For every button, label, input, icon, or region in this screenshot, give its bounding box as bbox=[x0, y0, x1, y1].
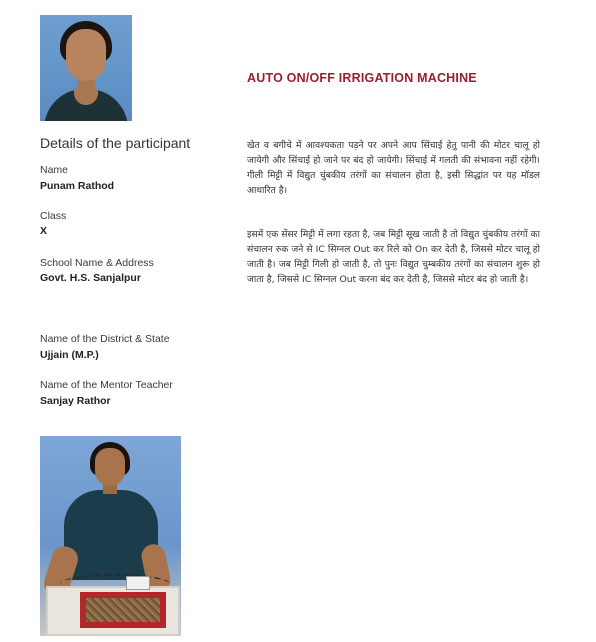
class-value: X bbox=[40, 225, 48, 237]
participant-with-model-photo bbox=[40, 436, 181, 636]
class-label: Class bbox=[40, 210, 67, 222]
project-title: AUTO ON/OFF IRRIGATION MACHINE bbox=[247, 71, 477, 85]
school-value: Govt. H.S. Sanjalpur bbox=[40, 272, 141, 284]
school-label: School Name & Address bbox=[40, 257, 154, 269]
mentor-teacher-label: Name of the Mentor Teacher bbox=[40, 379, 173, 391]
description-paragraph-2: इसमें एक सेंसर मिट्टी में लगा रहता है, जब मिट्टी सूख जाती है तो विद्युत चुंबकीय तरंगों का संचालन रुक जने से IC सिग्नल Out कर रिले को On कर देती है, जिससे मोटर चालू हो जाती है। जब मिट्टी गिली हो जाती है, तो पुनः विद्युत चुम्बकीय तरंगों का संचालन शुरू हो जाता है, जिससे IC सिग्नल Out करना बंद कर देती है, जिससे मोटर बंद हो जाती है। bbox=[247, 229, 540, 285]
participant-portrait-photo bbox=[40, 15, 132, 121]
district-state-value: Ujjain (M.P.) bbox=[40, 349, 99, 361]
district-state-label: Name of the District & State bbox=[40, 333, 170, 345]
description-paragraph-1: खेत व बगीचे में आवश्यकता पड़ने पर अपने आप सिंचाई हेतु पानी की मोटर चालू हो जायेगी और सिंचाई हो जाने पर बंद हो जायेगी। सिंचाई में गलती की संभावना नहीं रहेगी। गीली मिट्टी में विद्युत चुंबकीय तरंगों का संचालन होता है, इसी सिद्धांत पर यह मॉडल आधारित है। bbox=[247, 140, 540, 196]
mentor-teacher-value: Sanjay Rathor bbox=[40, 395, 111, 407]
name-label: Name bbox=[40, 164, 69, 176]
name-value: Punam Rathod bbox=[40, 180, 115, 192]
participant-details-heading: Details of the participant bbox=[40, 135, 191, 151]
